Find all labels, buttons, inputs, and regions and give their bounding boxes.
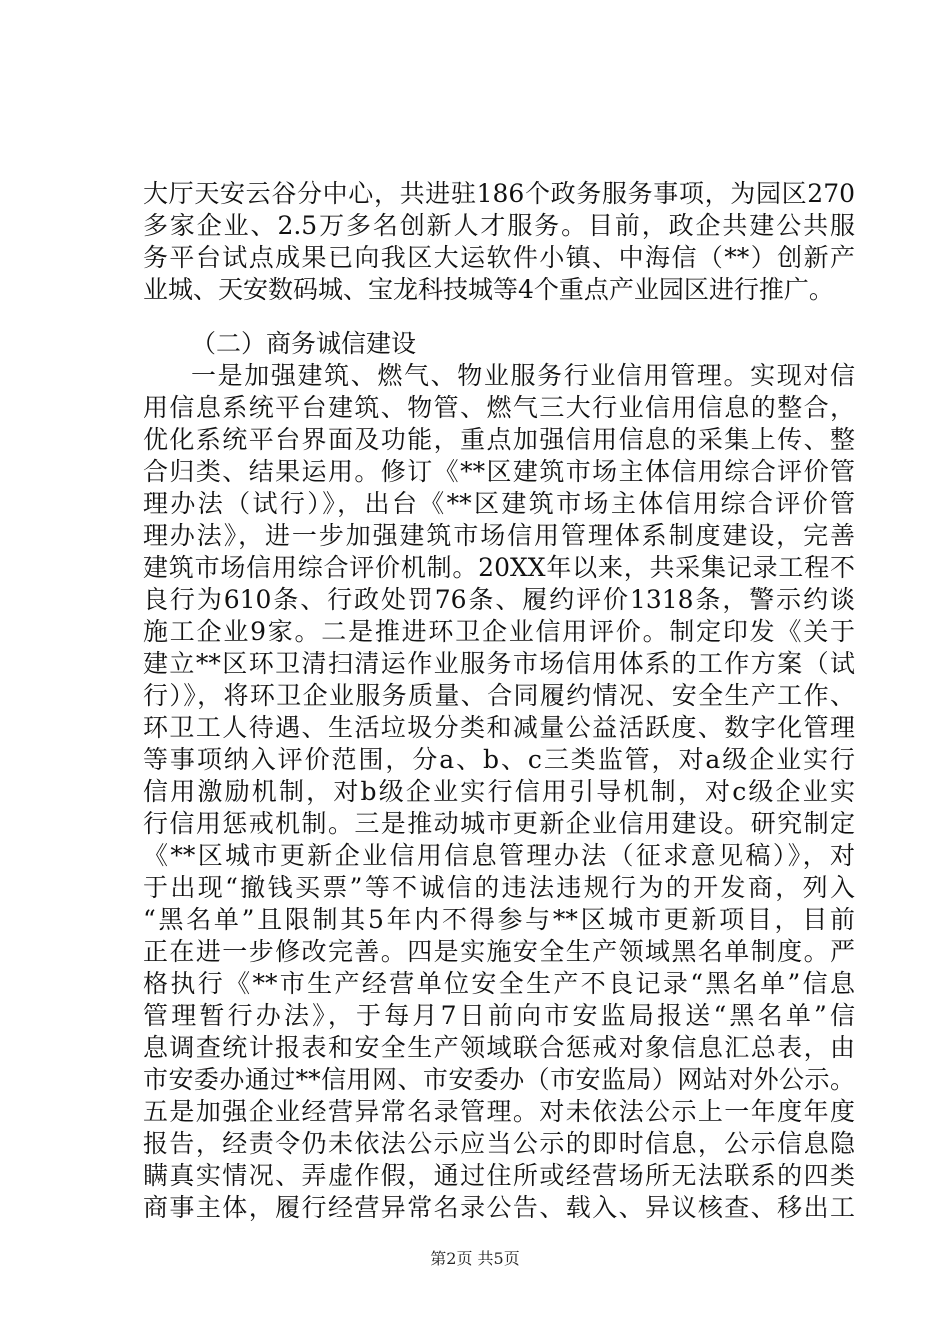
paragraph-2-line: 于出现“撤钱买票”等不诚信的违法违规行为的开发商，列入 (143, 873, 855, 902)
paragraph-2-line: 良行为610条、行政处罚76条、履约评价1318条，警示约谈 (143, 585, 855, 614)
paragraph-2-line: 《**区城市更新企业信用信息管理办法（征求意见稿）》，对 (143, 841, 855, 870)
paragraph-2-line: 格执行《**市生产经营单位安全生产不良记录“黑名单”信息 (143, 969, 855, 998)
paragraph-2-line: 行）》，将环卫企业服务质量、合同履约情况、安全生产工作、 (143, 681, 855, 710)
paragraph-2-line: 理办法》，进一步加强建筑市场信用管理体系制度建设，完善 (143, 521, 855, 550)
paragraph-1-line: 多家企业、2.5万多名创新人才服务。目前，政企共建公共服 (143, 211, 855, 240)
paragraph-2-line: 合归类、结果运用。修订《**区建筑市场主体信用综合评价管 (143, 457, 855, 486)
paragraph-2-line: 环卫工人待遇、生活垃圾分类和减量公益活跃度、数字化管理 (143, 713, 855, 742)
paragraph-2-line: 行信用惩戒机制。三是推动城市更新企业信用建设。研究制定 (143, 809, 855, 838)
paragraph-2-line: 优化系统平台界面及功能，重点加强信用信息的采集上传、整 (143, 425, 855, 454)
paragraph-2-line: 管理暂行办法》，于每月7日前向市安监局报送“黑名单”信 (143, 1001, 855, 1030)
paragraph-2-line: 一是加强建筑、燃气、物业服务行业信用管理。实现对信 (191, 361, 855, 390)
paragraph-2-line: 报告，经责令仍未依法公示应当公示的即时信息，公示信息隐 (143, 1129, 855, 1158)
paragraph-2-line: 信用激励机制，对b级企业实行信用引导机制，对c级企业实 (143, 777, 855, 806)
paragraph-1-line: 大厅天安云谷分中心，共进驻186个政务服务事项，为园区270 (143, 179, 855, 208)
paragraph-2-line: 市安委办通过**信用网、市安委办（市安监局）网站对外公示。 (143, 1065, 855, 1094)
paragraph-2-line: 息调查统计报表和安全生产领域联合惩戒对象信息汇总表，由 (143, 1033, 855, 1062)
paragraph-2-line: 瞒真实情况、弄虚作假，通过住所或经营场所无法联系的四类 (143, 1161, 855, 1190)
paragraph-1-line: 务平台试点成果已向我区大运软件小镇、中海信（**）创新产 (143, 243, 855, 272)
paragraph-2-line: “黑名单”且限制其5年内不得参与**区城市更新项目，目前 (143, 905, 855, 934)
paragraph-2-line: 五是加强企业经营异常名录管理。对未依法公示上一年度年度 (143, 1097, 855, 1126)
paragraph-1-line: 业城、天安数码城、宝龙科技城等4个重点产业园区进行推广。 (143, 275, 834, 304)
paragraph-2-line: 商事主体，履行经营异常名录公告、载入、异议核查、移出工 (143, 1193, 855, 1222)
page-number-footer: 第2页 共5页 (430, 1249, 520, 1268)
paragraph-2-line: 施工企业9家。二是推进环卫企业信用评价。制定印发《关于 (143, 617, 855, 646)
paragraph-2-line: 理办法（试行）》，出台《**区建筑市场主体信用综合评价管 (143, 489, 855, 518)
paragraph-2-line: 正在进一步修改完善。四是实施安全生产领域黑名单制度。严 (143, 937, 855, 966)
paragraph-2-line: 用信息系统平台建筑、物管、燃气三大行业信用信息的整合， (143, 393, 855, 422)
paragraph-2-line: 等事项纳入评价范围，分a、b、c三类监管，对a级企业实行 (143, 745, 855, 774)
section-heading: （二）商务诚信建设 (191, 329, 417, 358)
paragraph-2-line: 建筑市场信用综合评价机制。20XX年以来，共采集记录工程不 (143, 553, 855, 582)
paragraph-2-line: 建立**区环卫清扫清运作业服务市场信用体系的工作方案（试 (143, 649, 855, 678)
